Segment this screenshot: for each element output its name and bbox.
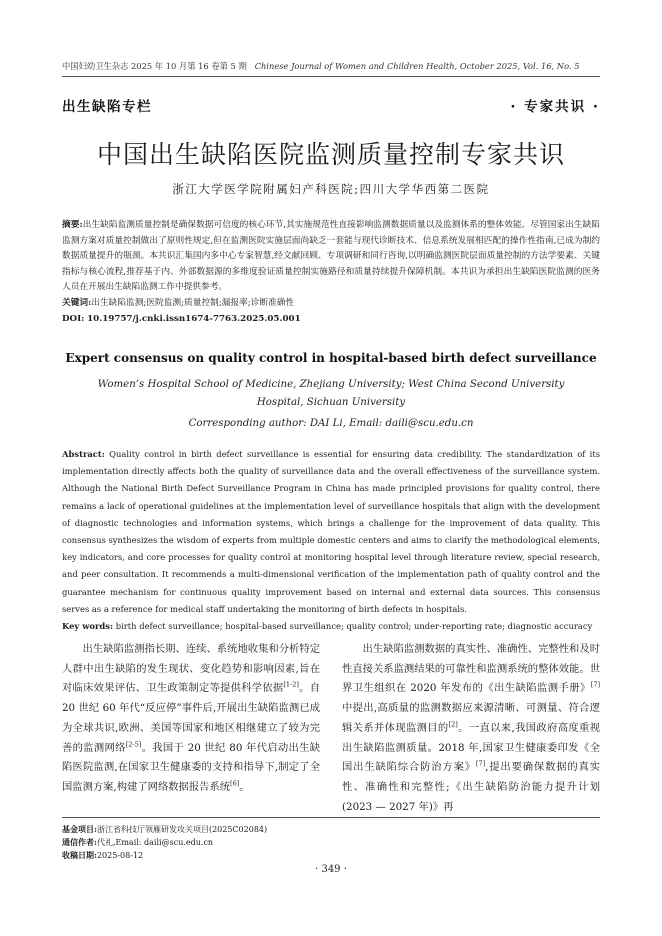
affiliation-en-line-1: Women’s Hospital School of Medicine, Zhejiang University; West China Second University xyxy=(97,379,565,390)
keywords-en xyxy=(62,618,600,635)
corresponding-author-en xyxy=(62,418,600,429)
body-text: ,提出要确保数据的真实性、准确性和完整性;《出生缺陷防治能力提升计划(2023 — 2027 年)》再 xyxy=(342,761,601,813)
journal-name-en: Chinese Journal of Women and Children Health, October 2025, Vol. 16, No. 5 xyxy=(254,61,580,71)
doi-label: DOI: xyxy=(62,313,85,324)
corresponding-label: Corresponding author xyxy=(188,418,304,429)
body-paragraph xyxy=(342,640,600,817)
abstract-en-text: Quality control in birth defect surveillance is essential for ensuring data credibility. The standardization of its implementation directly affects both the quality of surveillance data and the overall effectiveness of the surveillance system. Although the National Birth Defect Surveillance Program in China has made principled provisions for quality control, there remains a lack of operational guidelines at the implementation level of surveillance hospitals that align with the development of diagnostic technologies and information systems, which brings a challenge for the improvement of data quality. This consensus synthesizes the wisdom of experts from multiple domestic centers and aims to clarify the methodological elements, key indicators, and core processes for quality control at monitoring hospital level through literature review, special research, and peer consultation. It recommends a multi-dimensional verification of the implementation path of quality control and the guarantee mechanism for continuous quality improvement based on internal and external data sources. This consensus serves as a reference for medical staff undertaking the monitoring of birth defects in hospitals. xyxy=(62,449,601,614)
body-column-left xyxy=(62,640,320,798)
keywords-cn-text: 出生缺陷监测;医院监测;质量控制;漏报率;诊断准确性 xyxy=(91,297,295,308)
column-label: 出生缺陷专栏 xyxy=(62,99,152,115)
abstract-cn-paragraph xyxy=(62,218,600,296)
body-text: 。一直以来,我国政府高度重视出生缺陷监测质量。2018 年,国家卫生健康委印发《全国出生缺陷综合防治方案》 xyxy=(342,721,601,774)
footnote-received xyxy=(62,849,267,862)
abstract-cn xyxy=(62,218,600,327)
doi-line xyxy=(62,312,600,328)
body-text: 。自 20 世纪 60 年代“反应停”事件后,开展出生缺陷监测已成为全球共识,欧洲、美国等国家和地区相继建立了较为完善的监测网络 xyxy=(62,682,321,754)
citation[interactable]: [7] xyxy=(475,759,486,768)
footnote-corresponding xyxy=(62,836,267,849)
body-text: 中提出,高质量的监测数据应来源清晰、可测量、符合逻辑关系并体现监测目的 xyxy=(342,702,600,734)
affiliation-en-line-2: Hospital, Sichuan University xyxy=(256,396,406,408)
footnote-corr-label: 通信作者: xyxy=(62,837,97,847)
article-title-en: Expert consensus on quality control in hospital-based birth defect surveillance xyxy=(65,351,597,365)
doi-value[interactable]: 10.19757/j.cnki.issn1674-7763.2025.05.001 xyxy=(87,313,301,324)
footnote-rule xyxy=(62,817,600,818)
citation[interactable]: [7] xyxy=(590,680,600,689)
header-rule xyxy=(62,76,600,77)
running-head xyxy=(62,60,579,72)
citation[interactable]: [6] xyxy=(230,779,240,788)
abstract-en xyxy=(62,446,600,635)
affiliation-en xyxy=(62,376,600,411)
corresponding-text: : DAI Li, Email: daili@scu.edu.cn xyxy=(303,418,474,429)
article-title-cn: 中国出生缺陷医院监测质量控制专家共识 xyxy=(96,140,565,169)
body-text: 出生缺陷监测数据的真实性、准确性、完整性和及时性直接关系监测结果的可靠性和监测系统的整体效能。世界卫生组织在 2020 年发布的《出生缺陷监测手册》 xyxy=(342,643,600,695)
abstract-en-label: Abstract: xyxy=(62,449,105,459)
keywords-en-text: birth defect surveillance; hospital-based surveillance; quality control; under-reporting rate; diagnostic accuracy xyxy=(115,621,593,632)
footnote-corr-text: 代礼,Email: daili@scu.edu.cn xyxy=(96,838,214,847)
keywords-cn-label: 关键词: xyxy=(62,297,92,308)
section-tag: · 专家共识 · xyxy=(510,99,600,115)
citation[interactable]: [2] xyxy=(448,720,458,729)
footnote-fund xyxy=(62,823,267,836)
abstract-en-paragraph xyxy=(62,446,600,618)
footnote-received-text: 2025-08-12 xyxy=(96,851,144,860)
footnotes xyxy=(62,823,267,862)
body-text: 出生缺陷监测指长期、连续、系统地收集和分析特定人群中出生缺陷的发生现状、变化趋势和影响因素,旨在对临床效果评估、卫生政策制定等提供科学依据 xyxy=(62,643,320,695)
affiliation-cn: 浙江大学医学院附属妇产科医院;四川大学华西第二医院 xyxy=(172,182,490,196)
keywords-en-label: Key words: xyxy=(62,621,114,632)
body-text: 。 xyxy=(239,780,250,793)
keywords-cn xyxy=(62,296,600,312)
footnote-fund-label: 基金项目: xyxy=(62,824,97,834)
citation[interactable]: [2-5] xyxy=(125,740,142,749)
journal-name-cn: 中国妇幼卫生杂志 2025 年 10 月第 16 卷第 5 期 xyxy=(62,61,247,71)
footnote-received-label: 收稿日期: xyxy=(62,850,97,860)
page-number: · 349 · xyxy=(315,864,347,875)
footnote-fund-text: 浙江省科技厅领雁研发攻关项目(2025C02084) xyxy=(96,825,268,834)
abstract-cn-text: 出生缺陷监测质量控制是确保数据可信度的核心环节,其实施规范性直接影响监测数据质量以及监测体系的整体效能。尽管国家出生缺陷监测方案对质量控制做出了原则性规定,但在监测医院实施层面尚缺乏一套能与现代诊断技术、信息系统发展相匹配的操作性指南,已成为制约数据质量提升的瓶颈。本共识汇集国内多中心专家智慧,经文献回顾、专项调研和同行咨询,以明确监测医院层面质量控制的方法学要素、关键指标与核心流程,推荐基于内、外部数据源的多维度验证质量控制实施路径和质量持续提升保障机制。本共识为承担出生缺陷医院监测的医务人员在开展出生缺陷监测工作中提供参考。 xyxy=(62,220,600,293)
citation[interactable]: [1-2] xyxy=(283,680,299,689)
abstract-cn-label: 摘要: xyxy=(62,220,83,230)
body-column-right xyxy=(342,640,600,817)
body-text: 。我国于 20 世纪 80 年代启动出生缺陷医院监测,在国家卫生健康委的支持和指导下,制定了全国监测方案,构建了网络数据报告系统 xyxy=(62,741,321,793)
body-paragraph xyxy=(62,640,320,798)
